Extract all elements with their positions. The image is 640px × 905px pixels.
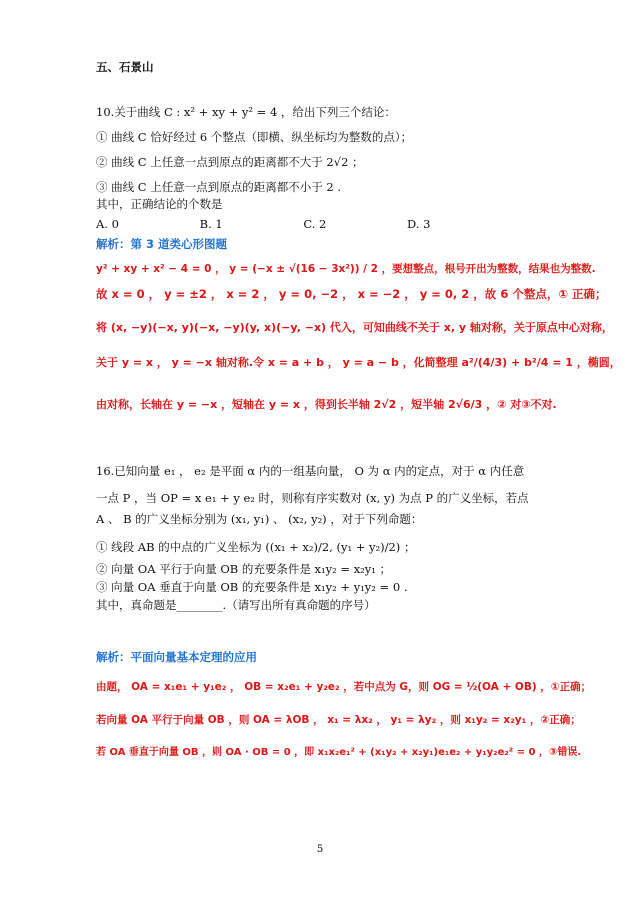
q10-option-a: A. 0 <box>96 217 119 231</box>
q10-stem: 10.关于曲线 C : x² + xy + y² = 4 ，给出下列三个结论： <box>96 105 396 119</box>
q10-option-c: C. 2 <box>303 217 327 231</box>
q16-solution-line-3: 若 OA 垂直于向量 OB ，则 OA · OB = 0 ，即 x₁x₂e₁² + (x₁y₂ + x₂y₁)e₁e₂ + y₁y₂e₂² = 0 ，③错误. <box>96 747 582 758</box>
q10-item-2: ② 曲线 C 上任意一点到原点的距离都不大于 2√2 ； <box>96 155 364 169</box>
q16-ask: 其中，真命题是________.（请写出所有真命题的序号） <box>96 598 376 612</box>
q10-item-3: ③ 曲线 C 上任意一点到原点的距离都不小于 2 . <box>96 180 342 194</box>
q16-stem-line-3: A 、 B 的广义坐标分别为 (x₁, y₁) 、 (x₂, y₂) ，对于下列命题： <box>96 512 423 526</box>
q10-analysis-title: 解析：第 3 道类心形图题 <box>96 237 228 251</box>
q16-solution-line-1: 由题， OA = x₁e₁ + y₁e₂ ， OB = x₂e₁ + y₂e₂ ，若中点为 G，则 OG = ½(OA + OB) ，①正确； <box>96 681 592 693</box>
q10-solution-line-3: 将 (x, −y)(−x, y)(−x, −y)(y, x)(−y, −x) 代入，可知曲线不关于 x, y 轴对称，关于原点中心对称， <box>96 321 613 334</box>
q16-stem-line-2: 一点 P ，当 OP = x e₁ + y e₂ 时，则称有序实数对 (x, y) 为点 P 的广义坐标，若点 <box>96 491 529 505</box>
q16-item-2: ② 向量 OA 平行于向量 OB 的充要条件是 x₁y₂ = x₂y₁ ； <box>96 562 392 576</box>
q10-options <box>96 217 430 232</box>
q10-item-1: ① 曲线 C 恰好经过 6 个整点（即横、纵坐标均为整数的点）； <box>96 130 413 144</box>
page-number: 5 <box>316 844 324 855</box>
q16-stem-line-1: 16.已知向量 e₁ ， e₂ 是平面 α 内的一组基向量， O 为 α 内的定点，对于 α 内任意 <box>96 464 525 478</box>
q16-item-3: ③ 向量 OA 垂直于向量 OB 的充要条件是 x₁y₂ + y₁y₂ = 0 . <box>96 580 408 594</box>
q10-option-d: D. 3 <box>406 217 431 231</box>
q10-solution-line-2: 故 x = 0 ， y = ±2 ， x = 2 ， y = 0, −2 ， x = −2 ， y = 0, 2 ，故 6 个整点，① 正确； <box>96 287 607 301</box>
q10-ask: 其中，正确结论的个数是 <box>96 197 223 211</box>
q16-solution-line-2: 若向量 OA 平行于向量 OB ，则 OA = λOB ， x₁ = λx₂ ， y₁ = λy₂ ，则 x₁y₂ = x₂y₁ ，②正确； <box>96 714 581 726</box>
q16-analysis-title: 解析：平面向量基本定理的应用 <box>96 650 257 664</box>
q10-solution-line-5: 由对称，长轴在 y = −x ，短轴在 y = x ，得到长半轴 2√2 ，短半轴 2√6/3 ，② 对③不对. <box>96 398 557 411</box>
section-heading: 五、石景山 <box>96 60 154 74</box>
q16-item-1: ① 线段 AB 的中点的广义坐标为 ((x₁ + x₂)/2, (y₁ + y₂)/2) ； <box>96 540 416 554</box>
q10-option-b: B. 1 <box>199 217 223 231</box>
q10-solution-line-1: y² + xy + x² − 4 = 0 ， y = (−x ± √(16 − 3x²)) / 2 ，要想整点，根号开出为整数，结果也为整数. <box>96 263 596 275</box>
q10-solution-line-4: 关于 y = x ， y = −x 轴对称.令 x = a + b ， y = a − b ，化简整理 a²/(4/3) + b²/4 = 1 ，椭圆， <box>96 356 621 369</box>
